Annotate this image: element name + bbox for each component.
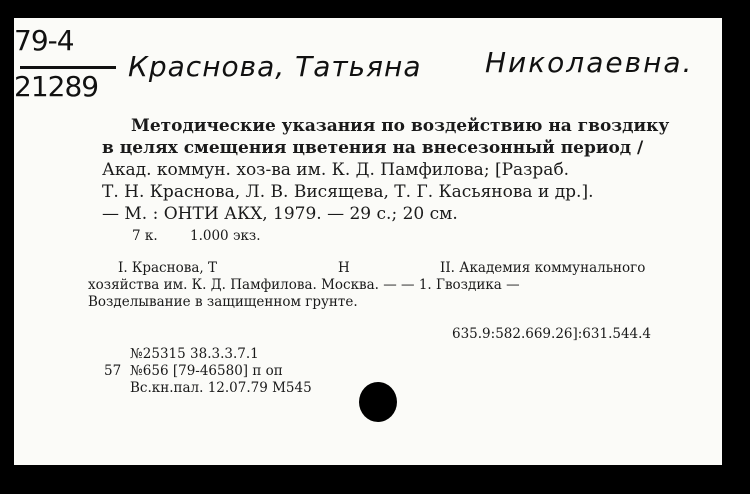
title-line-1: Методические указания по воздействию на гвоздику <box>131 116 670 136</box>
footer-line-1: №25315 38.3.3.7.1 <box>130 346 259 362</box>
tracing-corporate: II. Академия коммунального <box>440 260 646 276</box>
body-line-3: Акад. коммун. хоз-ва им. К. Д. Памфилова; [Разраб. <box>102 160 570 180</box>
subject-line-2: хозяйства им. К. Д. Памфилова. Москва. — — 1. Гвоздика — <box>88 277 520 293</box>
body-line-4: Т. Н. Краснова, Л. В. Висящева, Т. Г. Касьянова и др.]. <box>102 182 594 202</box>
footer-prefix: 57 <box>104 363 122 379</box>
body-line-5: — М. : ОНТИ АКХ, 1979. — 29 с.; 20 см. <box>102 204 458 224</box>
tracing-author: I. Краснова, Т <box>118 260 217 276</box>
call-number-divider <box>20 66 116 69</box>
footer-line-2: №656 [79-46580] п оп <box>130 363 283 379</box>
call-number-top: 79-4 <box>14 24 74 57</box>
author-handwritten: Краснова, Татьяна <box>128 50 422 83</box>
footer-line-3: Вс.кн.пал. 12.07.79 М545 <box>130 380 312 396</box>
tracing-title: Н <box>338 260 350 276</box>
subject-line-3: Возделывание в защищенном грунте. <box>88 294 358 310</box>
udc-classification: 635.9:582.669.26]:631.544.4 <box>452 326 652 342</box>
print-run: 1.000 экз. <box>190 228 261 244</box>
patronymic-handwritten: Николаевна. <box>485 46 694 79</box>
punch-hole <box>359 382 397 422</box>
title-line-2: в целях смещения цветения на внесезонный период / <box>102 138 644 158</box>
call-number-bottom: 21289 <box>14 70 99 103</box>
price: 7 к. <box>132 228 158 244</box>
